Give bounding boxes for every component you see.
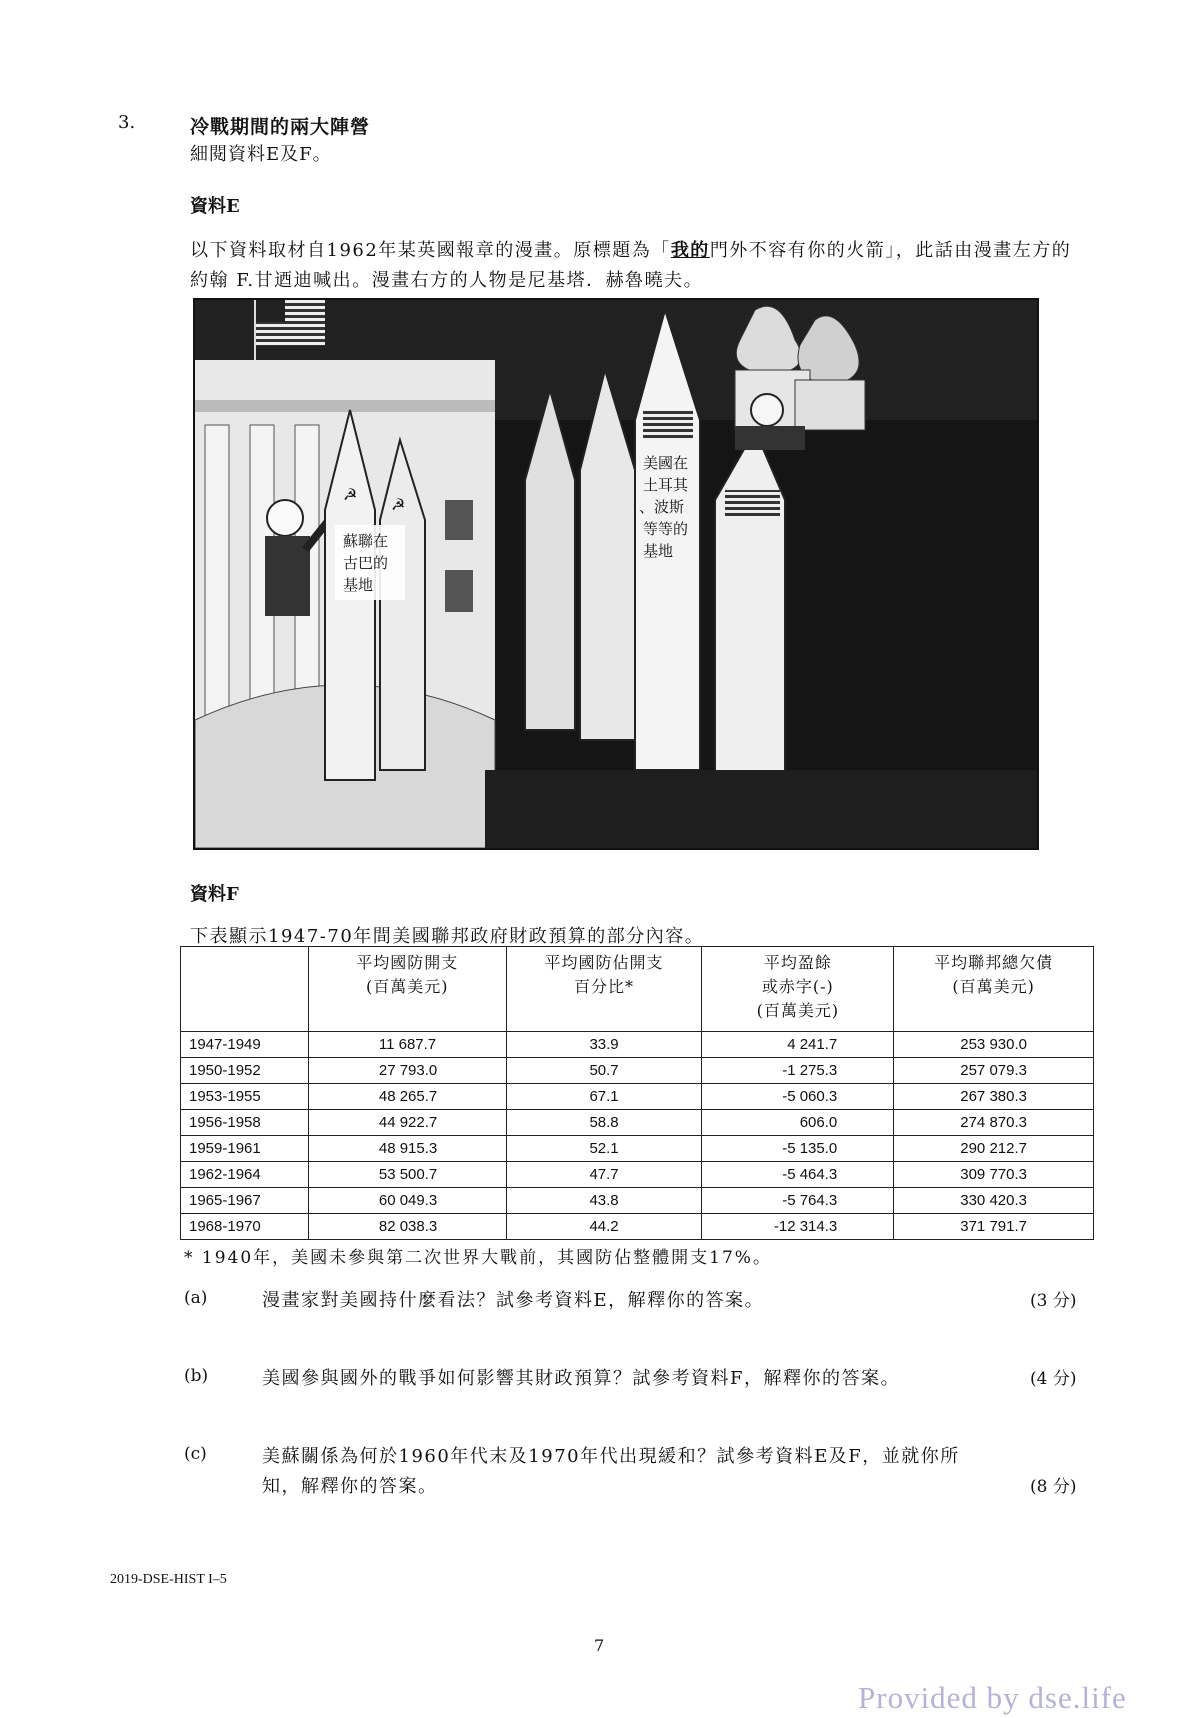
table-cell: 33.9	[506, 1032, 702, 1058]
question-title: 冷戰期間的兩大陣營	[190, 116, 371, 138]
table-cell: 67.1	[506, 1084, 702, 1110]
paper-code: 2019-DSE-HIST I–5	[110, 1572, 227, 1587]
table-cell: 82 038.3	[308, 1214, 506, 1240]
table-cell: 44 922.7	[308, 1110, 506, 1136]
table-cell: 43.8	[506, 1188, 702, 1214]
table-cell: -5 764.3	[702, 1188, 894, 1214]
table-cell: 606.0	[702, 1110, 894, 1136]
table-cell: 44.2	[506, 1214, 702, 1240]
table-cell: 267 380.3	[894, 1084, 1094, 1110]
source-f-heading: 資料F	[190, 884, 239, 905]
table-row	[181, 1058, 1094, 1084]
table-header-cell	[181, 947, 309, 1032]
subquestion-b-label: (b)	[184, 1366, 209, 1386]
table-cell: -5 060.3	[702, 1084, 894, 1110]
svg-text:蘇聯在 古巴的 基地: 蘇聯在 古巴的 基地	[343, 532, 389, 594]
watermark: Provided by dse.life	[858, 1680, 1127, 1715]
source-e-heading: 資料E	[190, 196, 240, 217]
table-header-row	[181, 947, 1094, 1032]
table-cell: 53 500.7	[308, 1162, 506, 1188]
table-cell: 11 687.7	[308, 1032, 506, 1058]
table-cell: -5 135.0	[702, 1136, 894, 1162]
cartoon-image	[193, 298, 1039, 850]
table-row	[181, 1214, 1094, 1240]
table-cell: 27 793.0	[308, 1058, 506, 1084]
table-row	[181, 1136, 1094, 1162]
table-cell: 309 770.3	[894, 1162, 1094, 1188]
source-e-description: 以下資料取材自1962年某英國報章的漫畫。原標題為「我的門外不容有你的火箭」，此話由漫畫左方的約翰 F.甘迺迪喊出。漫畫右方的人物是尼基塔．赫魯曉夫。	[190, 240, 1072, 291]
source-f-description: 下表顯示1947-70年間美國聯邦政府財政預算的部分內容。	[190, 926, 705, 947]
table-header-cell: 平均國防佔開支 百分比*	[506, 947, 702, 1032]
subquestion-a-label: (a)	[184, 1288, 208, 1308]
table-cell: 257 079.3	[894, 1058, 1094, 1084]
table-cell: 274 870.3	[894, 1110, 1094, 1136]
subquestion-c-text-line2: 知，解釋你的答案。	[262, 1476, 438, 1497]
table-row	[181, 1110, 1094, 1136]
table-cell: 290 212.7	[894, 1136, 1094, 1162]
table-cell: 52.1	[506, 1136, 702, 1162]
table-cell: 58.8	[506, 1110, 702, 1136]
table-cell: 1968-1970	[181, 1214, 309, 1240]
question-number: 3.	[118, 112, 136, 133]
table-cell: 253 930.0	[894, 1032, 1094, 1058]
subquestion-c-text-line1: 美蘇關係為何於1960年代末及1970年代出現緩和？試參考資料E及F，並就你所	[262, 1446, 960, 1467]
table-row	[181, 1032, 1094, 1058]
budget-table	[180, 946, 1094, 1240]
table-cell: -1 275.3	[702, 1058, 894, 1084]
table-row	[181, 1162, 1094, 1188]
table-cell: 48 265.7	[308, 1084, 506, 1110]
table-row	[181, 1188, 1094, 1214]
table-cell: 47.7	[506, 1162, 702, 1188]
table-cell: 330 420.3	[894, 1188, 1094, 1214]
table-cell: 1956-1958	[181, 1110, 309, 1136]
table-cell: 60 049.3	[308, 1188, 506, 1214]
svg-text:美國在 土耳其 、波斯: 美國在 土耳其 、波斯 等等的 基地	[639, 454, 689, 560]
table-header-cell: 平均盈餘 或赤字(-) (百萬美元)	[702, 947, 894, 1032]
subquestion-b-text: 美國參與國外的戰爭如何影響其財政預算？試參考資料F，解釋你的答案。	[262, 1368, 900, 1389]
subquestion-b-marks: (4 分)	[1030, 1369, 1077, 1389]
table-header-cell: 平均國防開支 (百萬美元)	[308, 947, 506, 1032]
subquestion-c-marks: (8 分)	[1030, 1477, 1077, 1497]
question-instruction: 細閱資料E及F。	[190, 144, 332, 165]
subquestion-a-marks: (3 分)	[1030, 1291, 1077, 1311]
table-cell: 1959-1961	[181, 1136, 309, 1162]
table-cell: 371 791.7	[894, 1214, 1094, 1240]
page-number: 7	[594, 1636, 605, 1655]
subquestion-a-text: 漫畫家對美國持什麼看法？試參考資料E，解釋你的答案。	[262, 1290, 765, 1311]
svg-text:☭: ☭	[343, 485, 358, 504]
table-cell: 1965-1967	[181, 1188, 309, 1214]
table-footnote: * 1940年，美國未參與第二次世界大戰前，其國防佔整體開支17%。	[184, 1248, 772, 1268]
table-cell: -5 464.3	[702, 1162, 894, 1188]
svg-text:☭: ☭	[391, 495, 406, 514]
table-cell: -12 314.3	[702, 1214, 894, 1240]
table-cell: 1953-1955	[181, 1084, 309, 1110]
table-cell: 1950-1952	[181, 1058, 309, 1084]
table-cell: 4 241.7	[702, 1032, 894, 1058]
table-cell: 50.7	[506, 1058, 702, 1084]
table-cell: 1947-1949	[181, 1032, 309, 1058]
table-row	[181, 1084, 1094, 1110]
subquestion-c-label: (c)	[184, 1444, 207, 1464]
table-cell: 48 915.3	[308, 1136, 506, 1162]
table-header-cell: 平均聯邦總欠債 (百萬美元)	[894, 947, 1094, 1032]
table-cell: 1962-1964	[181, 1162, 309, 1188]
